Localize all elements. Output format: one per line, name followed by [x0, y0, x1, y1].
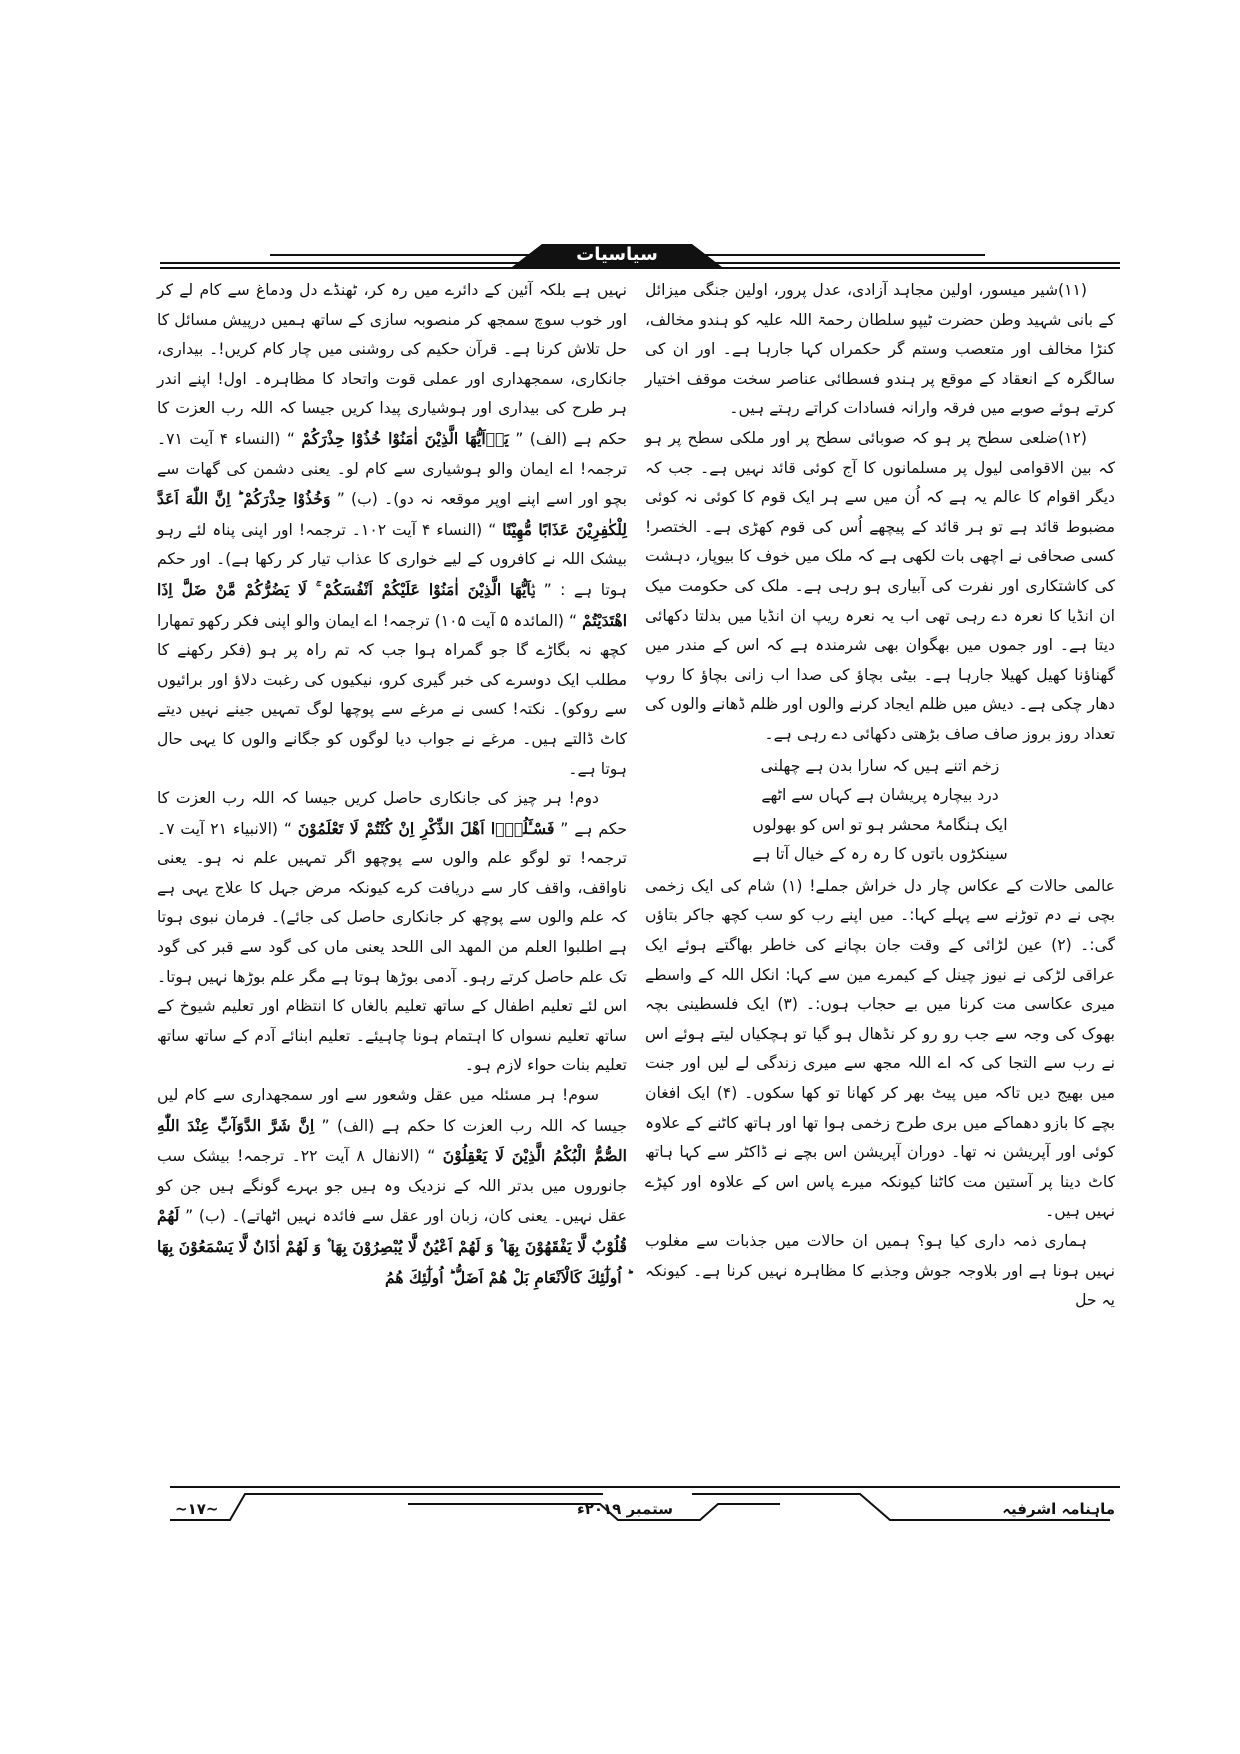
paragraph-text: سوم! ہر مسئلہ میں عقل وشعور سے اور سمجھداری سے کام لیں جیسا کہ اللہ رب العزت کا حکم ہے (الف) ”: [157, 1086, 627, 1135]
paragraph-text: دوم! ہر چیز کی جانکاری حاصل کریں جیسا کہ اللہ رب العزت کا حکم ہے ”: [157, 789, 627, 838]
paragraph-text: “ (الانبیاء ۲۱ آیت ۷۔ ترجمہ! تو لوگو علم والوں سے پوچھو اگر تمہیں علم نہ ہو۔ یعنی ناواقف، واقف کار سے دریافت کرے کیونکہ مرض جہل کا علاج یہی ہے کہ علم والوں سے پوچھ کر جانکاری حاصل کی جائے)۔ فرمان نبوی ہوتا ہے اطلبوا العلم من المهد الى اللحد یعنی ماں کی گود سے قبر کی گود تک علم حاصل کرتے رہو۔ آدمی بوڑھا ہوتا ہے مگر علم بوڑھا نہیں ہوتا۔ اس لئے تعلیم اطفال کے ساتھ تعلیم بالغاں کا انتظام اور تعلیم شیوخ کے ساتھ تعلیم نسواں کا اہتمام ہونا چاہیئے۔ تعلیم ابنائے آدم کے ساتھ ساتھ تعلیم بنات حواء لازم ہو۔: [157, 819, 627, 1075]
article-paragraph: ہماری ذمہ داری کیا ہو؟ ہمیں ان حالات میں جذبات سے مغلوب نہیں ہونا ہے اور بلاوجہ جوش وجذبے کا مظاہرہ نہیں کرنا ہے۔ کیونکہ یہ حل: [645, 1232, 1115, 1310]
poem-line: سینکڑوں باتوں کا رہ رہ کے خیال آتا ہے: [752, 845, 1008, 864]
article-column-right: [645, 276, 1115, 1316]
poem-line: زخم اتنے ہیں کہ سارا بدن ہے چھلنی: [760, 756, 1000, 775]
article-paragraph: (۱۲)ضلعی سطح پر ہو کہ صوبائی سطح پر اور ملکی سطح پر ہو کہ بین الاقوامی لیول پر مسلمانوں کا آج کوئی قائد نہیں ہے۔ جب کہ دیگر اقوام کا عالم یہ ہے کہ اُن میں سے ہر ایک قوم کا کوئی نہ کوئی مضبوط قائد ہے تو ہر قائد کے پیچھے اُس کی قوم کھڑی ہے۔ الختصر! کسی صحافی نے اچھی بات لکھی ہے کہ ملک میں خوف کا بیوپار، دہشت کی کاشتکاری اور نفرت کی آبیاری ہو رہی ہے۔ ملک کی حکومت میک ان انڈیا کا نعرہ دے رہی تھی اب یہ نعرہ ریپ ان انڈیا میں بدلتا دکھائی دیتا ہے۔ اور جموں میں بھگوان بھی شرمندہ ہے کہ اس کے مندر میں گھناؤنا کھیل کھیلا جارہا ہے۔ بیٹی بچاؤ کی صدا اب زانی بچاؤ کا روپ دھار چکی ہے۔ دیش میں ظلم ایجاد کرنے والوں اور ظلم ڈھانے والوں کی تعداد روز بروز صاف صاف بڑھتی دکھائی دے رہی ہے۔: [645, 428, 1115, 743]
poem-line: ایک ہنگامۂ محشر ہو تو اس کو بھولوں: [752, 815, 1008, 834]
section-title: سیاسیات: [576, 244, 658, 265]
poem: [645, 752, 1115, 870]
paragraph-text: “ (النساء ۴ آیت ۱۰۲۔ ترجمہ! اور اپنی پناہ لئے رہو بیشک اللہ نے کافروں کے لیے خواری کا عذاب تیار کر رکھا ہے)۔ اور حکم ہوتا ہے : ”: [157, 520, 627, 599]
header-rule: [160, 267, 1120, 269]
quran-verse: اِنَّ شَرَّ الدَّوَآبِّ عِنْدَ اللّٰهِ الصُّمُّ الْبُكْمُ الَّذِيْنَ لَا يَعْقِلُوْنَ: [157, 1115, 627, 1166]
quran-verse: لَهُمْ قُلُوْبٌ لَّا يَفْقَهُوْنَ بِهَا ۫ وَ لَهُمْ اَعْيُنٌ لَّا يُبْصِرُوْنَ بِهَا ۫ وَ لَهُمْ اٰذَانٌ لَّا يَسْمَعُوْنَ بِهَا ؕ اُولٰٓئِكَ كَالْاَنْعَامِ بَلْ هُمْ اَضَلُّ ؕ اُولٰٓئِكَ هُمُ: [157, 1206, 627, 1287]
quran-verse: يٰۤاَيُّهَا الَّذِيْنَ اٰمَنُوْا عَلَيْكُمْ اَنْفُسَكُمْ ۚ لَا يَضُرُّكُمْ مَّنْ ضَلَّ اِذَا اهْتَدَيْتُمْ: [157, 579, 628, 630]
issue-date: ستمبر ۲۰۱۹ء: [577, 1500, 673, 1518]
paragraph-text: “ (النساء ۴ آیت ۷۱۔ ترجمہ! اے ایمان والو ہوشیاری سے کام لو۔ یعنی دشمن کی گھات سے بچو اور اسے اپنے اوپر موقعہ نہ دو)۔ (ب) ”: [157, 429, 627, 509]
article-paragraph: [157, 784, 627, 1081]
article-paragraph: [157, 1081, 627, 1293]
poem-line: درد بیچارہ پریشان ہے کہاں سے اٹھے: [761, 786, 999, 805]
article-paragraph: عالمی حالات کے عکاس چار دل خراش جملے! (۱) شام کی ایک زخمی بچی نے دم توڑنے سے پہلے کہا:۔ میں اپنے رب کو سب کچھ جاکر بتاؤں گی:۔ (۲) عین لڑائی کے وقت جان بچانے کی خاطر بھاگتے ہوئے ایک عراقی لڑکی نے نیوز چینل کے کیمرے مین سے کہا: انکل اللہ کے واسطے میری عکاسی مت کرنا میں بے حجاب ہوں:۔ (۳) ایک فلسطینی بچہ بھوک کی وجہ سے جب رو رو کر نڈھال ہو گیا تو ہچکیاں لیتے ہوئے اس نے رب سے التجا کی کہ اے اللہ مجھ سے میری زندگی لے لیں اور جنت میں بھیج دیں تاکہ میں پیٹ بھر کر کھانا تو کھا سکوں۔ (۴) ایک افغان بچے کا بازو دھماکے میں بری طرح زخمی ہوا تھا اور ہاتھ کاٹنے کے علاوہ کوئی اور آپریشن نہ تھا۔ دوران آپریشن اس بچے نے ڈاکٹر سے کہا ہاتھ کاٹ دینا پر آستین مت کاٹنا کیونکہ میرے پاس اس کے علاوہ اور کپڑے نہیں ہیں۔: [645, 876, 1115, 1221]
quran-verse: وَخُذُوْا حِذْرَكُمْ ؕ اِنَّ اللّٰهَ اَعَدَّ لِلْكٰفِرِيْنَ عَذَابًا مُّهِيْنًا: [157, 489, 627, 539]
magazine-name: ماہنامہ اشرفیہ: [1002, 1500, 1115, 1518]
quran-verse: فَسْـَٔلُوْۤا اَهْلَ الذِّكْرِ اِنْ كُنْتُمْ لَا تَعْلَمُوْنَ: [297, 818, 555, 838]
footer-rule: [170, 1486, 1120, 1488]
article-paragraph: [157, 276, 627, 784]
article-column-left: [157, 276, 627, 1293]
paragraph-text: “ (المائدہ ۵ آیت ۱۰۵) ترجمہ! اے ایمان والو اپنی فکر رکھو تمھارا کچھ نہ بگاڑے گا جو گمراہ ہوا جب کہ تم راہ پر ہو (فکر رکھنے کا مطلب ایک دوسرے کی خبر گیری کرو، نیکیوں کی رغبت دلاؤ اور برائیوں سے روکو)۔ نکتہ! کسی نے مرغے سے پوچھا لوگ تمہیں جینے نہیں دیتے کاٹ ڈالتے ہیں۔ مرغے نے جواب دیا لوگوں کو جگانے والوں کا یہی حال ہوتا ہے۔: [157, 611, 627, 778]
quran-verse: يَاۤاَيُّهَا الَّذِيْنَ اٰمَنُوْا خُذُوْا حِذْرَكُمْ: [301, 428, 509, 448]
page-number: ~۱۷~: [175, 1500, 219, 1518]
article-paragraph: (۱۱)شیر میسور، اولین مجاہد آزادی، عدل پرور، اولین جنگی میزائل کے بانی شہید وطن حضرت ٹیپو سلطان رحمۃ اللہ علیہ کو ہندو مخالف، کنڑا مخالف اور متعصب وستم گر حکمراں کہا جارہا ہے۔ اور ان کی سالگرہ کے انعقاد کے موقع پر ہندو فسطائی عناصر سخت موقف اختیار کرتے ہوئے صوبے میں فرقہ وارانہ فسادات کراتے رہتے ہیں۔: [645, 281, 1115, 418]
paragraph-text: “ (الانفال ۸ آیت ۲۲۔ ترجمہ! بیشک سب جانوروں میں بدتر اللہ کے نزدیک وہ ہیں جو بہرے گونگے ہیں جن کو عقل نہیں۔ یعنی کان، زبان اور عقل سے فائدہ نہیں اٹھاتے)۔ (ب) ”: [157, 1147, 627, 1226]
paragraph-text: نہیں ہے بلکہ آئین کے دائرے میں رہ کر، ٹھنڈے دل ودماغ سے کام لے کر اور خوب سوچ سمجھ کر منصوبہ سازی کے ساتھ ہمیں درپیش مسائل کا حل تلاش کرنا ہے۔ قرآن حکیم کی روشنی میں چار کام کریں!۔ بیداری، جانکاری، سمجھداری اور عملی قوت واتحاد کا مظاہرہ۔ اول! اپنے اندر ہر طرح کی بیداری اور ہوشیاری پیدا کریں جیسا کہ اللہ رب العزت کا حکم ہے (الف) ”: [157, 281, 627, 448]
section-tab: [512, 243, 722, 267]
